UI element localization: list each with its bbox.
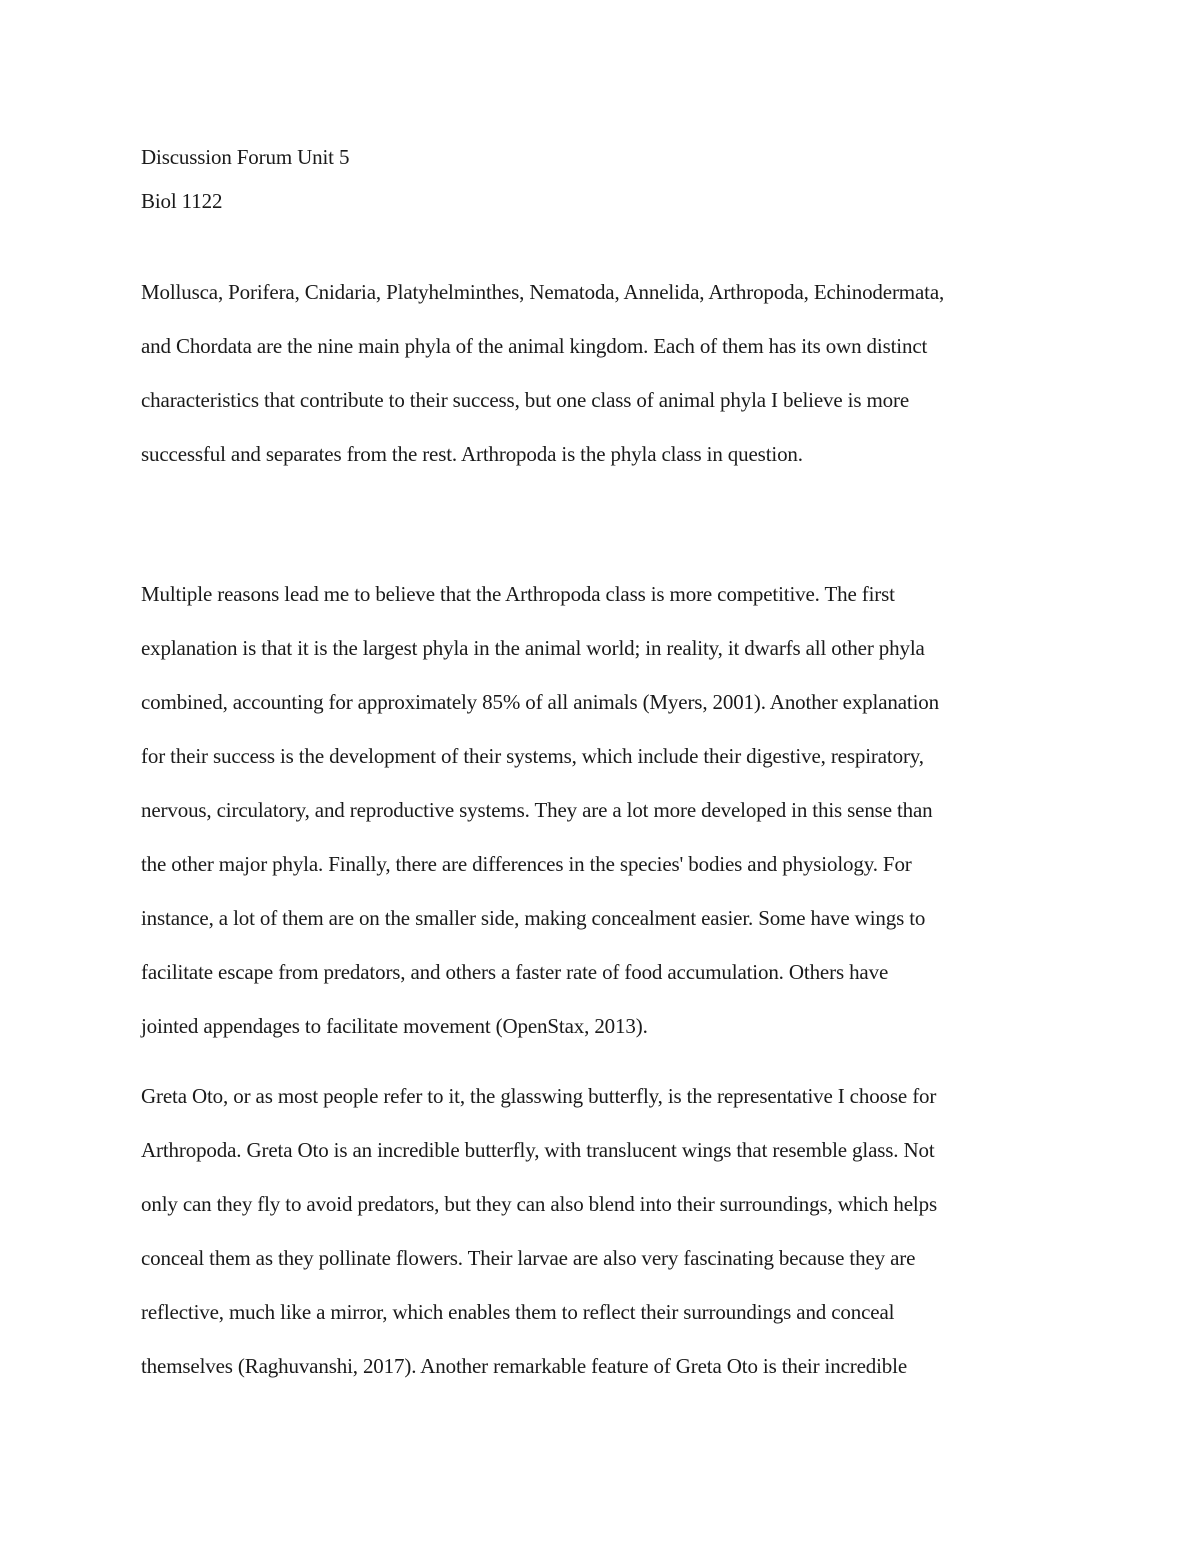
paragraph-line: combined, accounting for approximately 85% of all animals (Myers, 2001). Another explanation — [141, 690, 939, 714]
paragraph-line: reflective, much like a mirror, which enables them to reflect their surroundings and conceal — [141, 1300, 895, 1324]
paragraph-line: Multiple reasons lead me to believe that the Arthropoda class is more competitive. The first — [141, 582, 895, 606]
paragraph-line: themselves (Raghuvanshi, 2017). Another remarkable feature of Greta Oto is their incredible — [141, 1354, 908, 1378]
paragraph-line: the other major phyla. Finally, there are differences in the species' bodies and physiology. For — [141, 852, 912, 876]
paragraph-line: nervous, circulatory, and reproductive systems. They are a lot more developed in this sense than — [141, 798, 933, 822]
paragraph-line: successful and separates from the rest. Arthropoda is the phyla class in question. — [141, 442, 803, 466]
paragraph-line: only can they fly to avoid predators, but they can also blend into their surroundings, which helps — [141, 1192, 937, 1216]
paragraph-line: conceal them as they pollinate flowers. Their larvae are also very fascinating because they are — [141, 1246, 916, 1270]
course-code: Biol 1122 — [141, 189, 223, 213]
paragraph-line: for their success is the development of their systems, which include their digestive, respiratory, — [141, 744, 924, 768]
paragraph-line: Greta Oto, or as most people refer to it, the glasswing butterfly, is the representative I choose for — [141, 1084, 937, 1108]
paragraph-line: Arthropoda. Greta Oto is an incredible butterfly, with translucent wings that resemble glass. Not — [141, 1138, 935, 1162]
document-title: Discussion Forum Unit 5 — [141, 145, 350, 169]
paragraph-line: characteristics that contribute to their success, but one class of animal phyla I believe is more — [141, 388, 910, 412]
paragraph-line: Mollusca, Porifera, Cnidaria, Platyhelminthes, Nematoda, Annelida, Arthropoda, Echinodermata, — [141, 280, 945, 304]
paragraph-line: explanation is that it is the largest phyla in the animal world; in reality, it dwarfs all other phyla — [141, 636, 925, 660]
paragraph-line: jointed appendages to facilitate movement (OpenStax, 2013). — [141, 1014, 648, 1038]
paragraph-line: instance, a lot of them are on the smaller side, making concealment easier. Some have wings to — [141, 906, 926, 930]
paragraph-line: and Chordata are the nine main phyla of the animal kingdom. Each of them has its own distinct — [141, 334, 928, 358]
paragraph-line: facilitate escape from predators, and others a faster rate of food accumulation. Others have — [141, 960, 889, 984]
